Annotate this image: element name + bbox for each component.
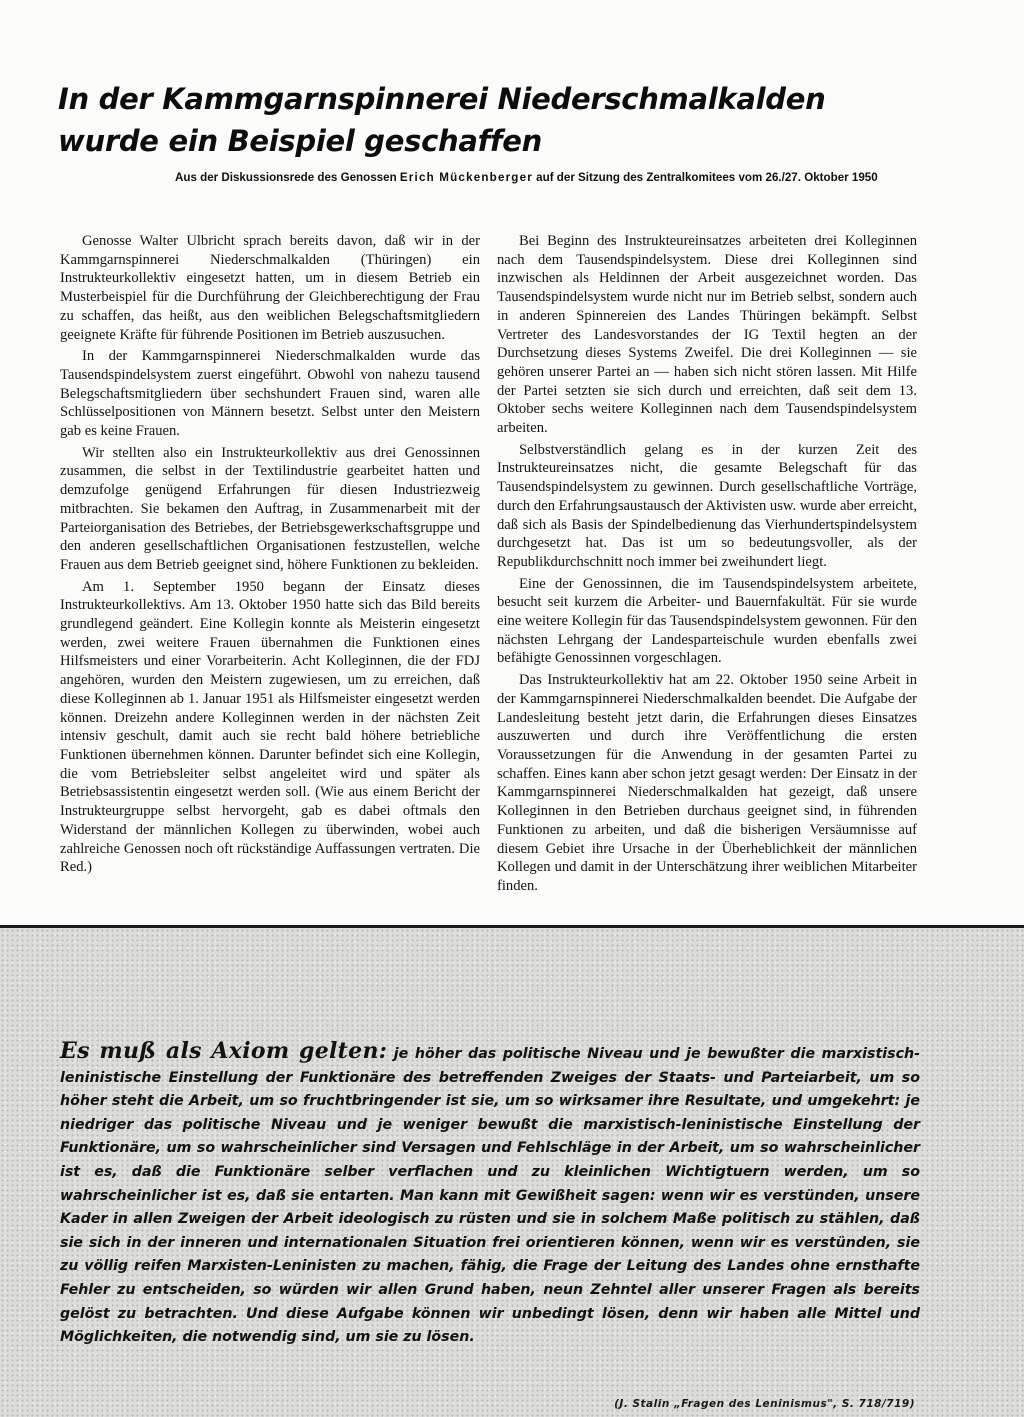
paragraph: Wir stellten also ein Instrukteurkollektiv aus drei Genossinnen zusammen, die selbst in der Textilindustrie gearbeitet hatten und demzufolge genügend Erfahrungen für diesen Industriezweig mitbrachten. Sie bekamen den Auftrag, in Zusammenarbeit mit der Parteiorganisation des Betriebes, der Betriebsgewerkschaftsgruppe und den anderen gesellschaftlichen Organisationen festzustellen, welche Frauen aus dem Betrieb geeignet sind, höhere Funktionen zu bekleiden. [60, 444, 480, 573]
article-headline [58, 78, 958, 162]
subline-speaker-name: Erich Mückenberger [399, 171, 533, 184]
quote-source: (J. Stalin „Fragen des Leninismus", S. 718/719) [614, 1398, 915, 1410]
stalin-quote [60, 1040, 920, 1350]
paragraph: In der Kammgarnspinnerei Niederschmalkalden wurde das Tausendspindelsystem zuerst eingeführt. Obwohl von nahezu tausend Belegschaftsmitgliedern über sechshundert Frauen sind, waren alle Schlüsselpositionen von Männern besetzt. Selbst unter den Meistern gab es keine Frauen. [60, 348, 480, 440]
paragraph: Genosse Walter Ulbricht sprach bereits davon, daß wir in der Kammgarnspinnerei Niederschmalkalden (Thüringen) ein Instrukteurkollektiv eingesetzt hatten, um in diesem Betrieb ein Musterbeispiel für die Durchführung der Gleichberechtigung der Frau zu schaffen, das heißt, aus den weiblichen Belegschaftsmitgliedern geeignete Kräfte für führende Positionen im Betrieb auszusuchen. [60, 233, 480, 343]
quote-body: je höher das politische Niveau und je bewußter die marxistisch-leninistische Einstellung der Funktionäre des betreffenden Zweiges der Staats- und Parteiarbeit, um so höher steht die Arbeit, um so fruchtbringender ist sie, um so wirksamer ihre Resultate, und umgekehrt: je niedriger das politische Niveau und je weniger bewußt die marxistisch-leninistische Einstellung der Funktionäre, um so wahrscheinlicher sind Versagen und Fehlschläge in der Arbeit, um so wahrscheinlicher ist es, daß die Funktionäre selber verflachen und zu kleinlichen Wichtigtuern werden, um so wahrscheinlicher ist es, daß sie entarten. Man kann mit Gewißheit sagen: wenn wir es verstünden, unsere Kader in allen Zweigen der Arbeit ideologisch zu rüsten und sie in solchem Maße politisch zu stählen, daß sie sich in der inneren und internationalen Situation frei orientieren können, wenn wir es verstünden, sie zu völlig reifen Marxisten-Leninisten zu machen, fähig, die Frage der Leitung des Landes ohne ernsthafte Fehler zu entscheiden, so würden wir allen Grund haben, neun Zehntel aller unserer Fragen als bereits gelöst zu betrachten. Und diese Aufgabe können wir unbedingt lösen, denn wir haben alle Mittel und Möglichkeiten, die notwendig sind, um sie zu lösen. [60, 1046, 920, 1346]
subline-text-1: Aus der Diskussionsrede des Genossen [175, 171, 400, 184]
article-subline [175, 170, 955, 186]
headline-line-2: wurde ein Beispiel geschaffen [58, 124, 542, 158]
paragraph: Eine der Genossinnen, die im Tausendspindelsystem arbeitete, besucht seit kurzem die Arbeiter- und Bauernfakultät. Für sie wurde eine weitere Kollegin für das Tausendspindelsystem gewonnen. Für den nächsten Lehrgang der Landesparteischule wurden ebenfalls zwei befähigte Genossinnen vorgeschlagen. [497, 575, 917, 667]
paragraph: Selbstverständlich gelang es in der kurzen Zeit des Instrukteureinsatzes nicht, die gesamte Belegschaft für das Tausendspindelsystem zu gewinnen. Durch gesellschaftliche Vorträge, durch den Erfahrungsaustausch der Aktivisten usw. wurde aber erreicht, daß sich als Basis der Spindelbedienung das Vierhundertspindelsystem durchgesetzt hat. Das ist um so bedeutungsvoller, als der Republikdurchschnitt noch immer bei zweihundert liegt. [497, 441, 917, 570]
quote-lead: Es muß als Axiom gelten: [60, 1038, 388, 1064]
headline-line-1: In der Kammgarnspinnerei Niederschmalkalden [58, 82, 826, 116]
paragraph: Am 1. September 1950 begann der Einsatz dieses Instrukteurkollektivs. Am 13. Oktober 1950 hatte sich das Bild bereits grundlegend geändert. Eine Kollegin konnte als Meisterin eingesetzt werden, zwei weitere Frauen übernahmen die Funktionen eines Hilfsmeisters und einer Vorarbeiterin. Acht Kolleginnen, die der FDJ angehören, wurden den Meistern zugewiesen, um zu erreichen, daß diese Kolleginnen ab 1. Januar 1951 als Hilfsmeister eingesetzt werden können. Dreizehn andere Kolleginnen werden in der nächsten Zeit intensiv geschult, damit auch sie recht bald höhere betriebliche Funktionen übernehmen können. Darunter befindet sich eine Kollegin, die vom Betriebsleiter selbst angeleitet wird und später als Betriebsassistentin eingesetzt werden soll. (Wie aus einem Bericht der Instrukteurgruppe selbst hervorgeht, gab es dabei oftmals den Widerstand der männlichen Kollegen zu überwinden, wobei auch zahlreiche Genossen noch oft rückständige Auffassungen vertraten. Die Red.) [60, 578, 480, 876]
paragraph: Bei Beginn des Instrukteureinsatzes arbeiteten drei Kolleginnen nach dem Tausendspindelsystem. Diese drei Kolleginnen sind inzwischen als Heldinnen der Arbeit ausgezeichnet worden. Das Tausendspindelsystem wurde nicht nur im Betrieb selbst, sondern auch in anderen Spinnereien des Landes Thüringen bekämpft. Selbst Vertreter des Landesvorstandes der IG Textil hegten an der Durchsetzung dieses Systems Zweifel. Die drei Kolleginnen — sie gehören unserer Partei an — haben sich nicht stören lassen. Mit Hilfe der Partei setzten sie sich durch und erreichten, daß seit dem 13. Oktober sechs weitere Kolleginnen nach dem Tausendspindelsystem arbeiten. [497, 233, 917, 437]
paragraph: Das Instrukteurkollektiv hat am 22. Oktober 1950 seine Arbeit in der Kammgarnspinnerei Niederschmalkalden beendet. Die Aufgabe der Landesleitung besteht jetzt darin, die Erfahrungen dieses Einsatzes auszuwerten und durch ihre Veröffentlichung die ersten Voraussetzungen für die Anwendung in der gesamten Partei zu schaffen. Eines kann aber schon jetzt gesagt werden: Der Einsatz in der Kammgarnspinnerei Niederschmalkalden hat gezeigt, daß unsere Kolleginnen in den Betrieben durchaus geeignet sind, in führenden Funktionen zu arbeiten, und daß die bisherigen Versäumnisse auf diesem Gebiet ihre Ursache in der Überheblichkeit der männlichen Kollegen und damit in der Unterschätzung ihrer weiblichen Mitarbeiter finden. [497, 672, 917, 894]
subline-text-2: auf der Sitzung des Zentralkomitees vom 26./27. Oktober 1950 [532, 171, 878, 184]
article-column-left [60, 232, 480, 880]
article-column-right [497, 232, 917, 899]
